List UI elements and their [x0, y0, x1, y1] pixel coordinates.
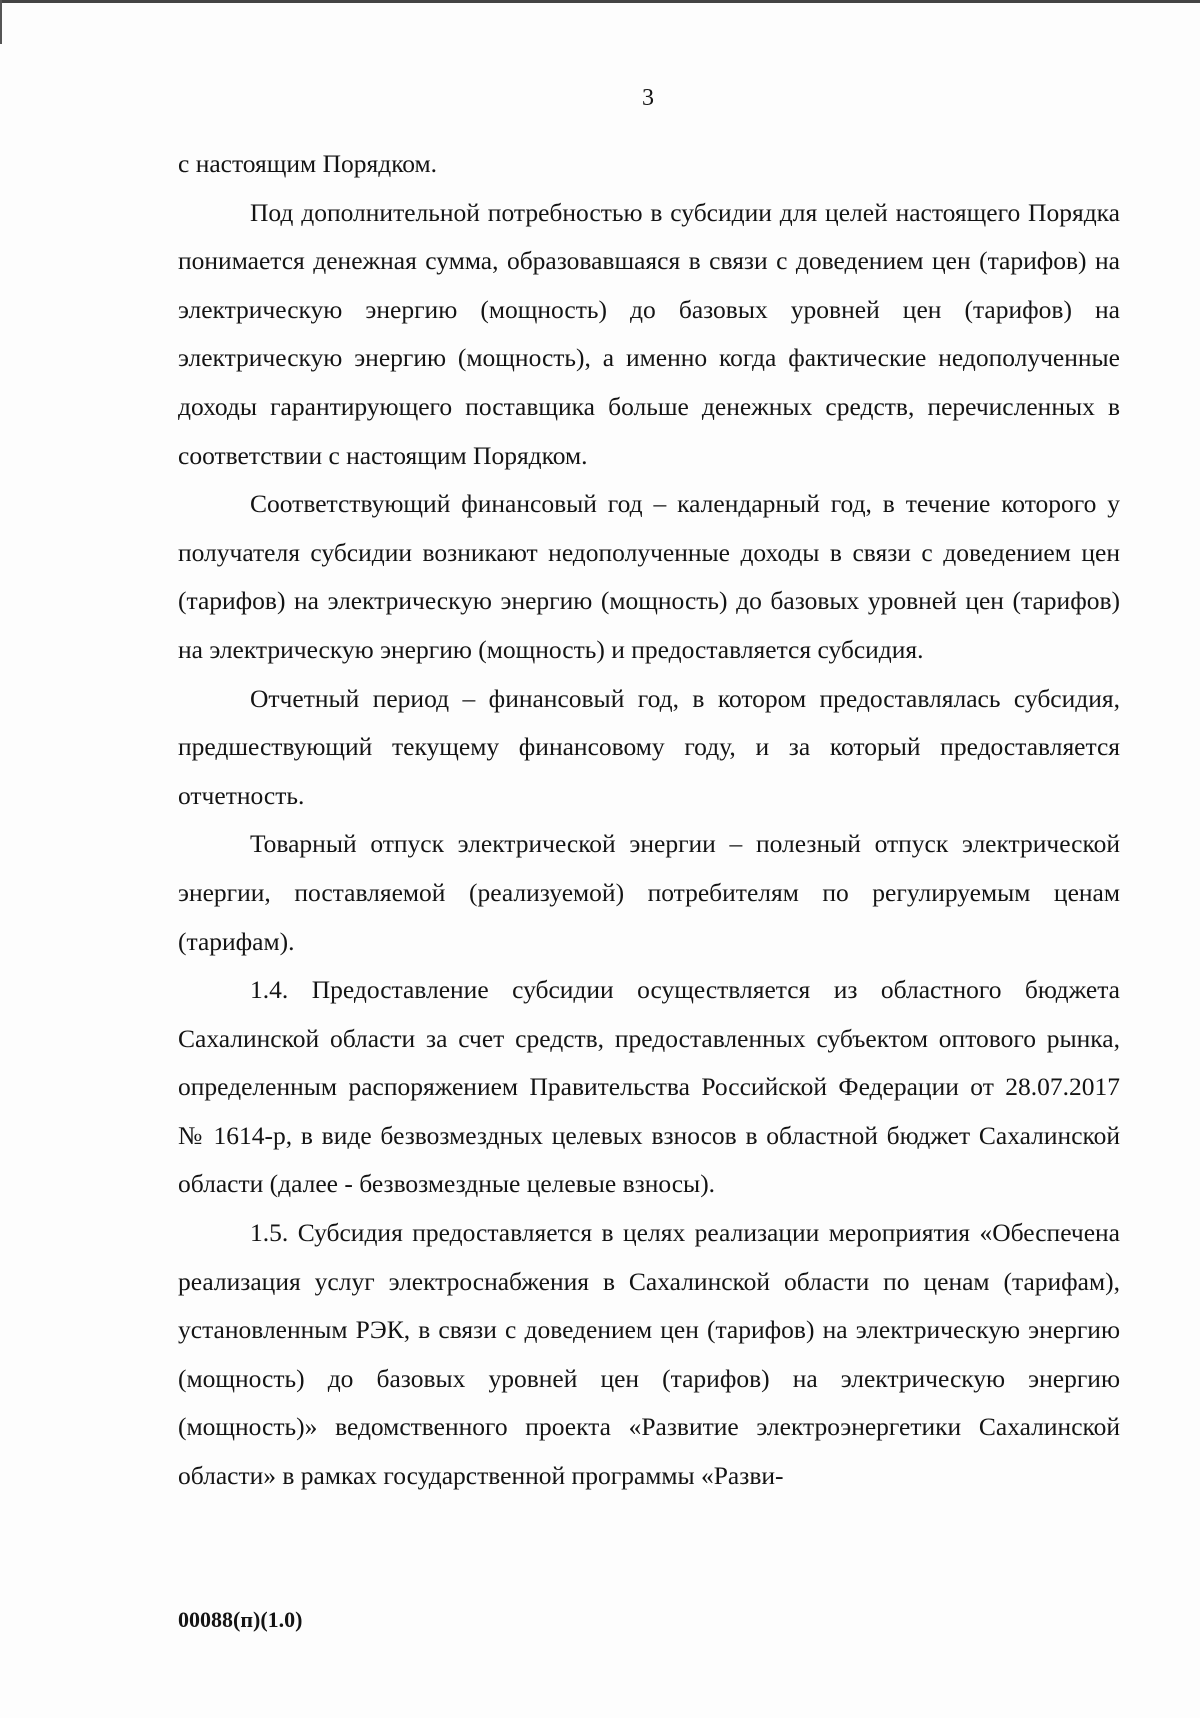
paragraph-clause-1-4: 1.4. Предоставление субсидии осуществляется из областного бюджета Сахалинской области за счет средств, предоставленных субъектом оптового рынка, определенным распоряжением Правительства Российской Федерации от 28.07.2017 № 1614-р, в виде безвозмездных целевых взносов в областной бюджет Сахалинской области (далее - безвозмездные целевые взносы). [178, 975, 1120, 1199]
paragraph-reporting-period: Отчетный период – финансовый год, в котором предоставлялась субсидия, предшествующий текущему финансовому году, и за который предоставляется отчетность. [178, 683, 1120, 810]
paragraph-commodity-supply: Товарный отпуск электрической энергии – полезный отпуск электрической энергии, поставляемой (реализуемой) потребителям по регулируемым ценам (тарифам). [178, 829, 1120, 956]
paragraph-continuation: с настоящим Порядком. [178, 149, 438, 178]
page-number: 3 [642, 85, 654, 111]
paragraph-financial-year: Соответствующий финансовый год – календарный год, в течение которого у получателя субсидии возникают недополученные доходы в связи с доведением цен (тарифов) на электрическую энергию (мощность) до базовых уровней цен (тарифов) на электрическую энергию (мощность) и предоставляется субсидия. [178, 489, 1120, 664]
scan-edge-top [0, 0, 1200, 6]
document-body [178, 140, 1120, 1501]
paragraph-additional-need: Под дополнительной потребностью в субсидии для целей настоящего Порядка понимается денежная сумма, образовавшаяся в связи с доведением цен (тарифов) на электрическую энергию (мощность) до базовых уровней цен (тарифов) на электрическую энергию (мощность), а именно когда фактические недополученные доходы гарантирующего поставщика больше денежных средств, перечисленных в соответствии с настоящим Порядком. [178, 197, 1120, 470]
paragraph-clause-1-5: 1.5. Субсидия предоставляется в целях реализации мероприятия «Обеспечена реализация услуг электроснабжения в Сахалинской области по ценам (тарифам), установленным РЭК, в связи с доведением цен (тарифов) на электрическую энергию (мощность) до базовых уровней цен (тарифов) на электрическую энергию (мощность)» ведомственного проекта «Развитие электроэнергетики Сахалинской области» в рамках государственной программы «Разви- [178, 1218, 1120, 1491]
document-code: 00088(п)(1.0) [178, 1607, 303, 1632]
scan-edge-left [0, 0, 2, 44]
